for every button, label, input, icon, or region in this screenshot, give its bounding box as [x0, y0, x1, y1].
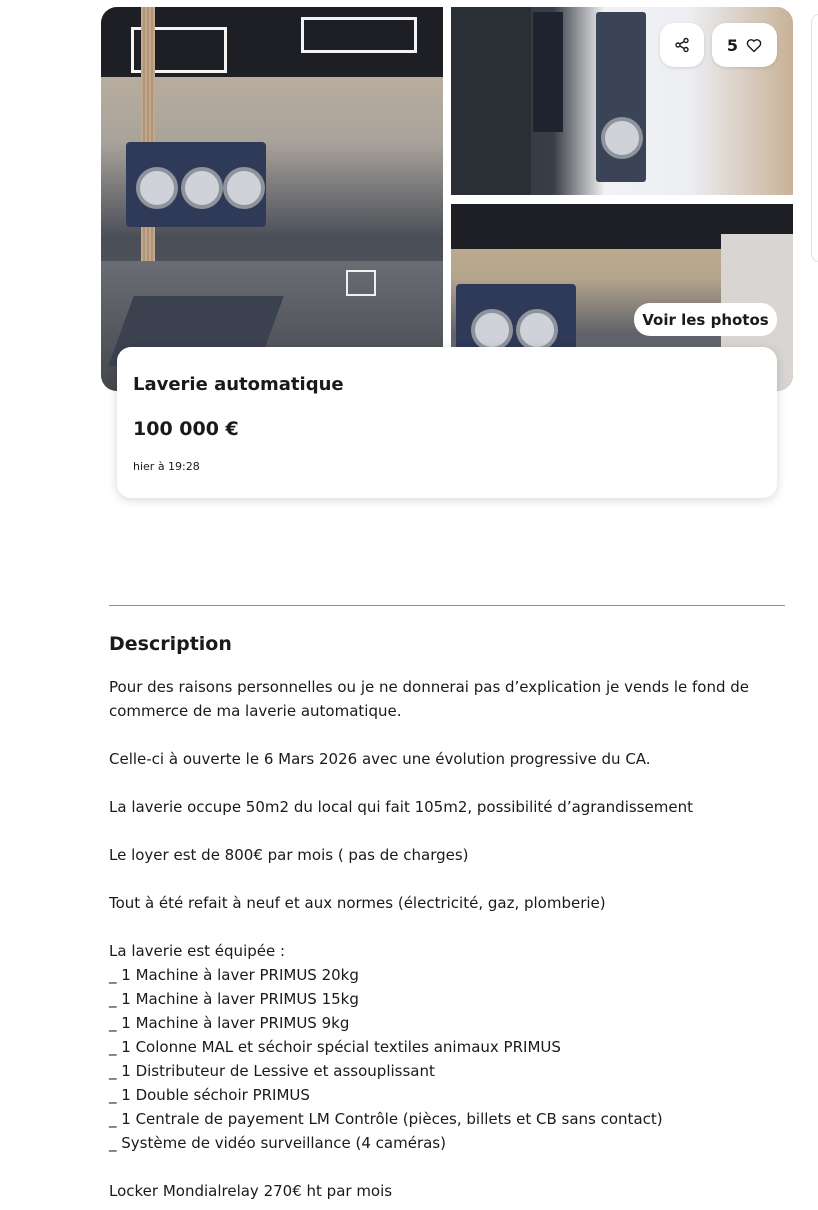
share-icon: [674, 37, 690, 53]
door: [451, 7, 531, 195]
machine-drum: [516, 309, 558, 351]
payment-terminal: [533, 12, 563, 132]
floor-light: [346, 270, 376, 296]
next-card-edge: [811, 14, 818, 262]
section-divider: [109, 605, 785, 606]
view-photos-button[interactable]: Voir les photos: [634, 303, 777, 336]
description-heading: Description: [109, 633, 232, 655]
listing-date: hier à 19:28: [133, 460, 200, 473]
photo-gallery[interactable]: [101, 7, 793, 391]
favorites-count: 5: [726, 35, 739, 55]
machine-drum: [601, 117, 643, 159]
listing-info-card: [117, 347, 777, 498]
machine-drum: [181, 167, 223, 209]
machine-drum: [223, 167, 265, 209]
ceiling-light: [301, 17, 417, 53]
main-photo[interactable]: [101, 7, 443, 391]
listing-title: Laverie automatique: [133, 374, 344, 395]
machine-drum: [136, 167, 178, 209]
listing-price: 100 000 €: [133, 418, 239, 440]
share-button[interactable]: [660, 23, 704, 67]
description-text: Pour des raisons personnelles ou je ne donnerai pas d’explication je vends le fond de commerce de ma laverie automatique. Celle-ci à ouverte le 6 Mars 2026 avec une évolution progressive du CA. La laverie occupe 50m2 du local qui fait 105m2, possibilité d’agrandissement Le loyer est de 800€ par mois ( pas de charges) Tout à été refait à neuf et aux normes (électricité, gaz, plomberie) La laverie est équipée : _ 1 Machine à laver PRIMUS 20kg _ 1 Machine à laver PRIMUS 15kg _ 1 Machine à laver PRIMUS 9kg _ 1 Colonne MAL et séchoir spécial textiles animaux PRIMUS _ 1 Distributeur de Lessive et assouplissant _ 1 Double séchoir PRIMUS _ 1 Centrale de payement LM Contrôle (pièces, billets et CB sans contact) _ Système de vidéo surveillance (4 caméras) Locker Mondialrelay 270€ ht par mois: [109, 678, 749, 1200]
favorite-button[interactable]: [712, 23, 777, 67]
heart-icon: [746, 38, 762, 53]
machine-drum: [471, 309, 513, 351]
